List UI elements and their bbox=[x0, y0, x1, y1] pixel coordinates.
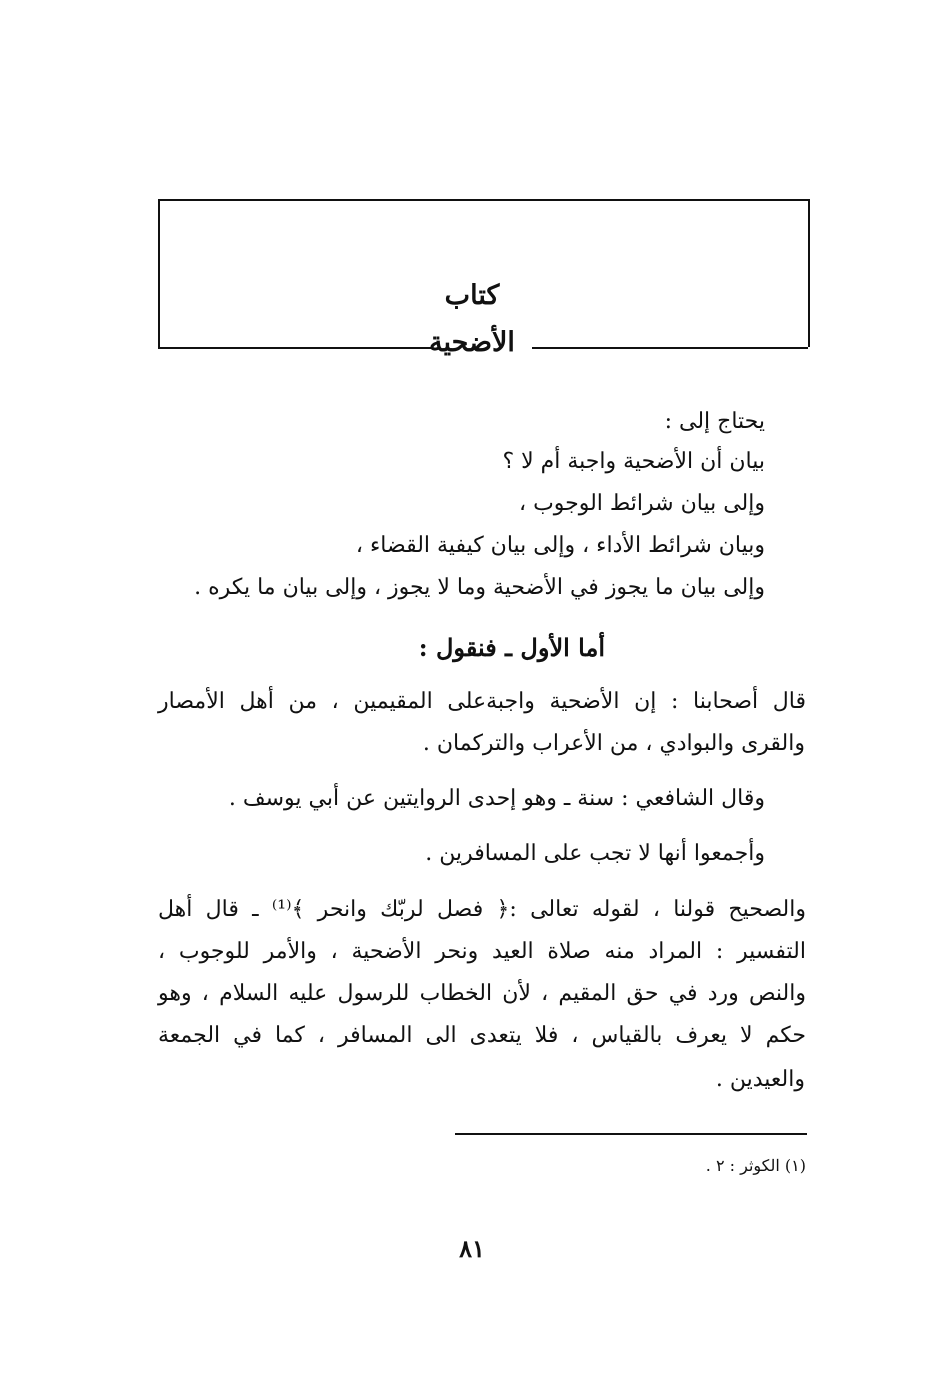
intro-item-1: بيان أن الأضحية واجبة أم لا ؟ bbox=[502, 449, 765, 474]
intro-needs: يحتاج إلى : bbox=[664, 409, 765, 434]
intro-item-3: وبيان شرائط الأداء ، وإلى بيان كيفية القضاء ، bbox=[355, 533, 765, 558]
paragraph-4-line-1: والصحيح قولنا ، لقوله تعالى :﴿ فصل لربّك وانحر ﴾⁽¹⁾ ـ قال أهل bbox=[158, 897, 806, 922]
paragraph-4-line-3: والنص ورد في حق المقيم ، لأن الخطاب للرسول عليه السلام ، وهو bbox=[158, 981, 806, 1006]
title-frame bbox=[158, 199, 810, 347]
page-number: ٨١ bbox=[459, 1234, 485, 1263]
intro-item-2: وإلى بيان شرائط الوجوب ، bbox=[518, 491, 765, 516]
paragraph-1-line-2: والقرى والبوادي ، من الأعراب والتركمان . bbox=[422, 731, 805, 756]
intro-item-4: وإلى بيان ما يجوز في الأضحية وما لا يجوز ، وإلى بيان ما يكره . bbox=[194, 575, 765, 600]
paragraph-4-line-4: حكم لا يعرف بالقياس ، فلا يتعدى الى المسافر ، كما في الجمعة bbox=[158, 1023, 806, 1048]
paragraph-4-line-5: والعيدين . bbox=[715, 1067, 805, 1092]
book-label: كتاب bbox=[444, 280, 500, 311]
paragraph-4-line-2: التفسير : المراد منه صلاة العيد ونحر الأضحية ، والأمر للوجوب ، bbox=[158, 939, 806, 964]
paragraph-3: وأجمعوا أنها لا تجب على المسافرين . bbox=[425, 841, 765, 866]
paragraph-1-line-1: قال أصحابنا : إن الأضحية واجبةعلى المقيمين ، من أهل الأمصار bbox=[158, 689, 806, 714]
paragraph-2: وقال الشافعي : سنة ـ وهو إحدى الروايتين عن أبي يوسف . bbox=[228, 786, 765, 811]
section-heading: أما الأول ـ فنقول : bbox=[418, 633, 605, 662]
footnote: (١) الكوثر : ٢ . bbox=[705, 1156, 806, 1175]
book-title: الأضحية bbox=[429, 327, 515, 358]
footnote-divider bbox=[455, 1133, 807, 1135]
